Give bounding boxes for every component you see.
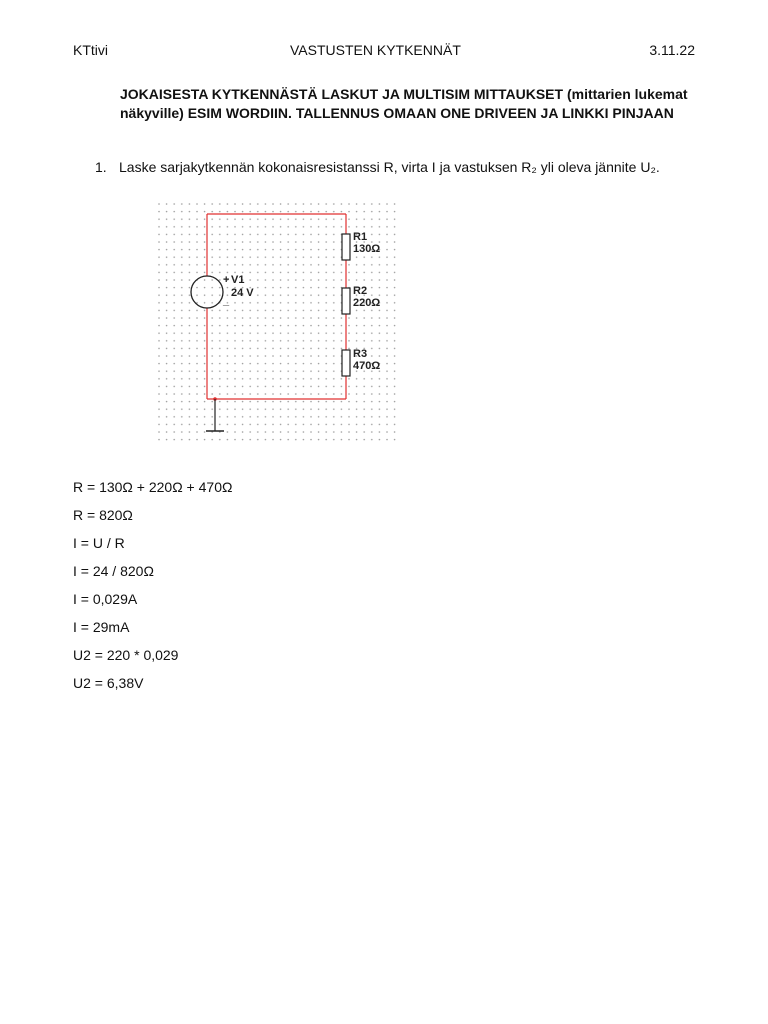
resistor-r1-value: 130Ω bbox=[353, 243, 381, 255]
resistor-r3-name: R3 bbox=[353, 348, 368, 360]
resistor-r3-value: 470Ω bbox=[353, 360, 381, 372]
calc-line: I = 24 / 820Ω bbox=[73, 563, 154, 579]
resistor-r2-name: R2 bbox=[353, 285, 368, 297]
calc-line: I = 29mA bbox=[73, 619, 130, 635]
instructions-text: JOKAISESTA KYTKENNÄSTÄ LASKUT JA MULTISIM MITTAUKSET (mittarien lukemat näkyville) ESIM WORDIIN. TALLENNUS OMAAN ONE DRIVEEN JA LINKKI PINJAAN bbox=[120, 86, 688, 121]
calc-line: I = 0,029A bbox=[73, 591, 138, 607]
calculations bbox=[73, 478, 232, 702]
source-minus: _ bbox=[223, 295, 230, 307]
task-text: Laske sarjakytkennän kokonaisresistanssi R, virta I ja vastuksen R₂ yli oleva jännite U₂. bbox=[119, 159, 660, 175]
task-number: 1. bbox=[95, 159, 107, 175]
header-title: VASTUSTEN KYTKENNÄT bbox=[290, 42, 461, 58]
circuit-diagram bbox=[155, 200, 400, 442]
task-item bbox=[95, 158, 695, 177]
header-date: 3.11.22 bbox=[649, 42, 695, 58]
resistor-r1-symbol bbox=[342, 234, 350, 260]
calc-line: U2 = 220 * 0,029 bbox=[73, 647, 179, 663]
resistor-r2-symbol bbox=[342, 288, 350, 314]
calc-line: U2 = 6,38V bbox=[73, 675, 144, 691]
resistor-r2-value: 220Ω bbox=[353, 297, 381, 309]
header-author: KTtivi bbox=[73, 42, 108, 58]
source-name: V1 bbox=[231, 274, 245, 286]
calc-line: R = 820Ω bbox=[73, 507, 133, 523]
calc-line: I = U / R bbox=[73, 535, 125, 551]
source-value: 24 V bbox=[231, 287, 254, 299]
calc-line: R = 130Ω + 220Ω + 470Ω bbox=[73, 479, 233, 495]
resistor-r1-name: R1 bbox=[353, 231, 368, 243]
resistor-r3-symbol bbox=[342, 350, 350, 376]
source-plus: + bbox=[223, 274, 230, 286]
